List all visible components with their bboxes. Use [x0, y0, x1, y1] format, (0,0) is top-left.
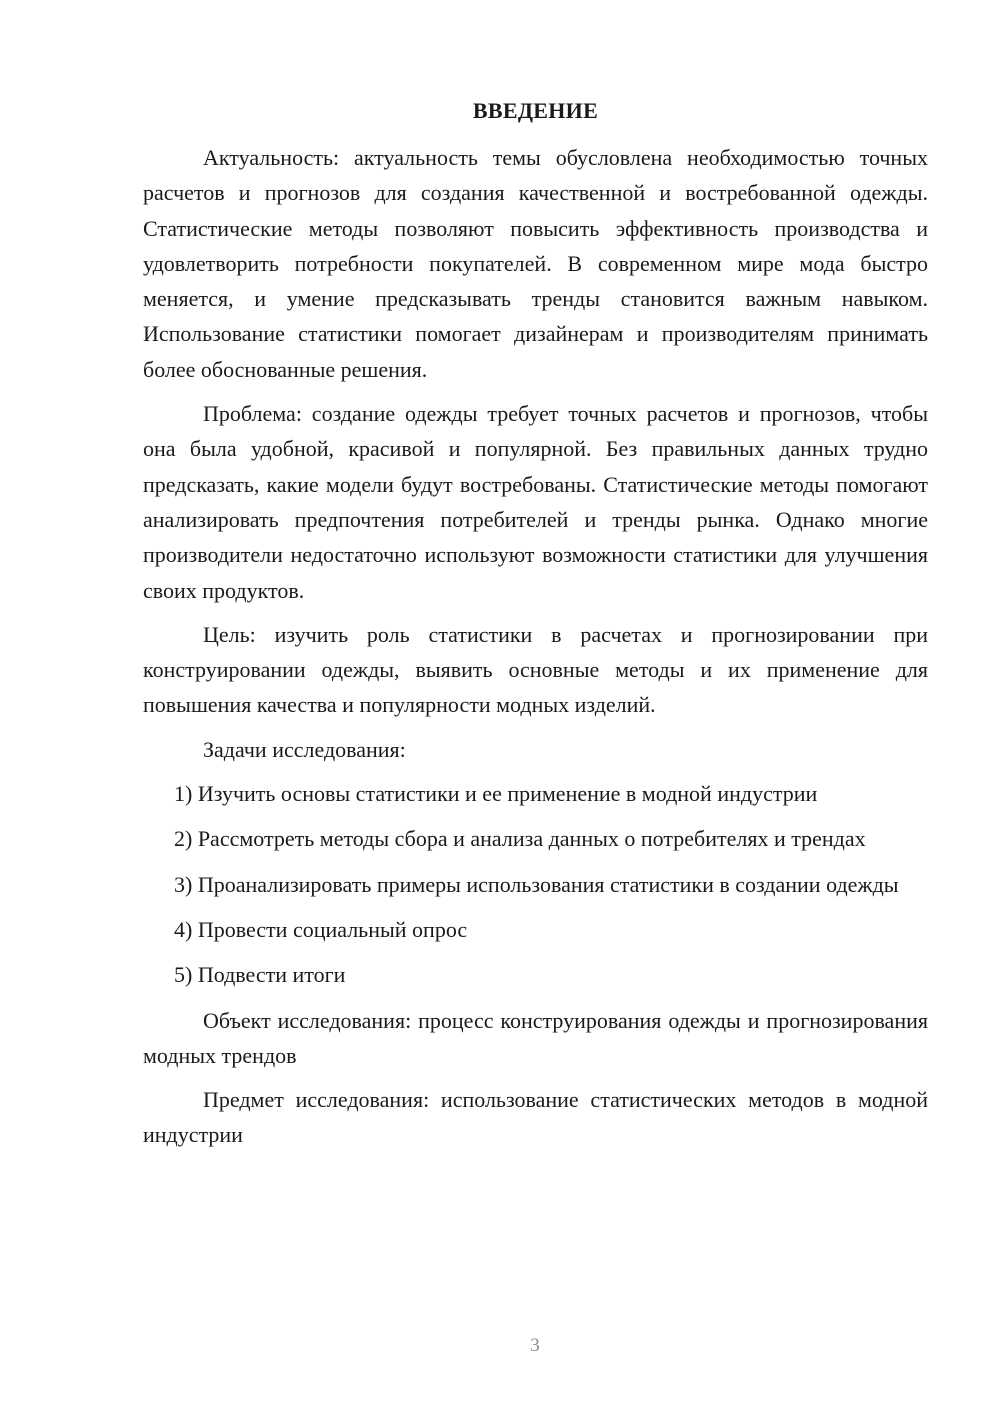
relevance-paragraph: Актуальность: актуальность темы обусловлена необходимостью точных расчетов и прогнозов для создания качественной и востребованной одежды. Статистические методы позволяют повысить эффективность производства и удовлетворить потребности покупателей. В современном мире мода быстро меняется, и умение предсказывать тренды становится важным навыком. Использование статистики помогает дизайнерам и производителям принимать более обоснованные решения.: [143, 145, 928, 382]
goal-paragraph: Цель: изучить роль статистики в расчетах и прогнозировании при конструировании одежды, выявить основные методы и их применение для повышения качества и популярности модных изделий.: [143, 621, 928, 718]
tasks-heading: Задачи исследования:: [203, 736, 406, 762]
object-paragraph: Объект исследования: процесс конструирования одежды и прогнозирования модных трендов: [143, 1007, 928, 1068]
task-item-5: 5) Подвести итоги: [174, 962, 346, 988]
task-item-2: 2) Рассмотреть методы сбора и анализа данных о потребителях и трендах: [174, 826, 866, 852]
page-number: 3: [530, 1335, 540, 1356]
subject-paragraph: Предмет исследования: использование статистических методов в модной индустрии: [143, 1087, 928, 1148]
page-content: [143, 96, 928, 1162]
task-item-1: 1) Изучить основы статистики и ее применение в модной индустрии: [174, 781, 818, 807]
problem-paragraph: Проблема: создание одежды требует точных расчетов и прогнозов, чтобы она была удобной, красивой и популярной. Без правильных данных трудно предсказать, какие модели будут востребованы. Статистические методы помогают анализировать предпочтения потребителей и тренды рынка. Однако многие производители недостаточно используют возможности статистики для улучшения своих продуктов.: [143, 401, 928, 603]
section-title: ВВЕДЕНИЕ: [472, 98, 599, 123]
task-item-4: 4) Провести социальный опрос: [174, 916, 468, 942]
task-item-3: 3) Проанализировать примеры использования статистики в создании одежды: [174, 871, 899, 897]
